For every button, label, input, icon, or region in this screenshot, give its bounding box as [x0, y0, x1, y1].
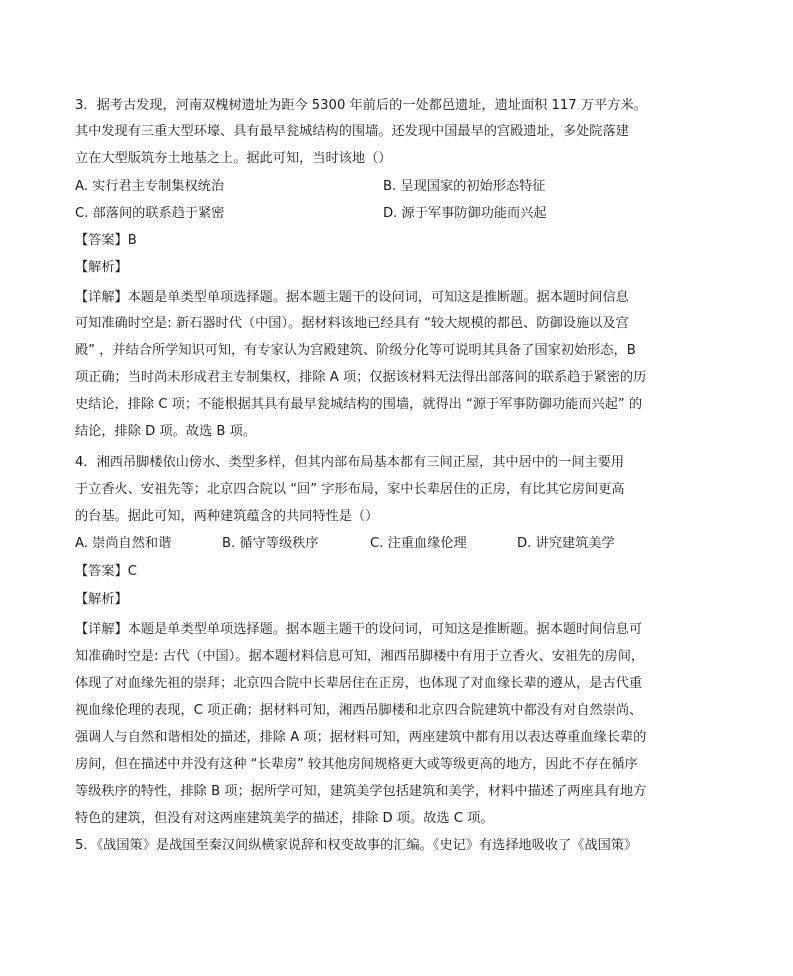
q4-answer: 【答案】C	[75, 564, 137, 579]
q4-analysis-heading: 【解析】	[75, 592, 128, 607]
q3-analysis-heading: 【解析】	[75, 260, 128, 275]
q4-detail-line-6: 房间，但在描述中并没有这种 “长辈房” 较其他房间规格更大或等级更高的地方，因此不存在循序	[75, 757, 638, 772]
q3-option-a: A. 实行君主专制集权统治	[75, 179, 225, 194]
q3-answer: 【答案】B	[75, 233, 137, 248]
q3-option-c: C. 部落间的联系趋于紧密	[75, 206, 225, 221]
q4-detail-line-1: 【详解】本题是单类型单项选择题。据本题主题干的设问词，可知这是推断题。据本题时间信息可	[75, 622, 643, 637]
q4-option-a: A. 崇尚自然和谐	[75, 536, 172, 551]
q3-detail-line-3: 殿” ，并结合所学知识可知，有专家认为宫殿建筑、阶级分化等可说明其具备了国家初始形态，B	[75, 343, 636, 358]
q3-option-b: B. 呈现国家的初始形态特征	[383, 179, 546, 194]
q3-option-d: D. 源于军事防御功能而兴起	[383, 206, 547, 221]
q4-option-c: C. 注重血缘伦理	[370, 536, 467, 551]
q4-detail-line-4: 视血缘伦理的表现，C 项正确；据材料可知，湘西吊脚楼和北京四合院建筑中都没有对自然崇尚、	[75, 703, 643, 718]
q3-detail-line-4: 项正确；当时尚未形成君主专制集权，排除 A 项；仅据该材料无法得出部落间的联系趋于紧密的历	[75, 370, 647, 385]
q3-stem-line-3: 立在大型版筑夯土地基之上。据此可知，当时该地（）	[75, 151, 392, 166]
q4-detail-line-5: 强调人与自然和谐相处的描述，排除 A 项；据材料可知，两座建筑中都有用以表达尊重血缘长辈的	[75, 730, 647, 745]
q4-stem-line-3: 的台基。据此可知，两种建筑蕴含的共同特性是（）	[75, 509, 379, 524]
q4-option-b: B. 循守等级秩序	[222, 536, 319, 551]
q5-stem-line-1: 5．《战国策》是战国至秦汉间纵横家说辞和权变故事的汇编。《史记》有选择地吸收了《战国策》	[75, 838, 638, 853]
q3-detail-line-5: 史结论，排除 C 项；不能根据其具有最早瓮城结构的围墙，就得出 “源于军事防御功能而兴起” 的	[75, 397, 643, 412]
q3-stem-line-1: 3．据考古发现，河南双槐树遗址为距今 5300 年前后的一处都邑遗址，遗址面积 117 万平方米。	[75, 98, 647, 113]
q4-detail-line-8: 特色的建筑，但没有对这两座建筑美学的描述，排除 D 项。故选 C 项。	[75, 811, 494, 826]
q4-stem-line-1: 4．湘西吊脚楼依山傍水、类型多样，但其内部布局基本都有三间正屋，其中居中的一间主要用	[75, 455, 625, 470]
q4-option-d: D. 讲究建筑美学	[517, 536, 615, 551]
q4-detail-line-7: 等级秩序的特性，排除 B 项；据所学可知，建筑美学包括建筑和美学，材料中描述了两座具有地方	[75, 784, 647, 799]
q3-detail-line-2: 可知准确时空是: 新石器时代（中国）。据材料该地已经具有 “较大规模的都邑、防御设施以及宫	[75, 316, 629, 331]
q3-detail-line-6: 结论，排除 D 项。故选 B 项。	[75, 424, 257, 439]
q4-detail-line-3: 体现了对血缘先祖的崇拜；北京四合院中长辈居住在正房，也体现了对血缘长辈的遵从，是古代重	[75, 676, 643, 691]
q3-stem-line-2: 其中发现有三重大型环壕、具有最早瓮城结构的围墙。还发现中国最早的宫殿遗址，多处院落建	[75, 124, 629, 139]
q4-detail-line-2: 知准确时空是: 古代（中国）。据本题材料信息可知，湘西吊脚楼中有用于立香火、安祖先的房间，	[75, 649, 645, 664]
q3-detail-line-1: 【详解】本题是单类型单项选择题。据本题主题干的设问词，可知这是推断题。据本题时间信息	[75, 290, 629, 305]
q4-stem-line-2: 于立香火、安祖先等；北京四合院以 “回” 字形布局，家中长辈居住的正房，有比其它房间更高	[75, 482, 625, 497]
